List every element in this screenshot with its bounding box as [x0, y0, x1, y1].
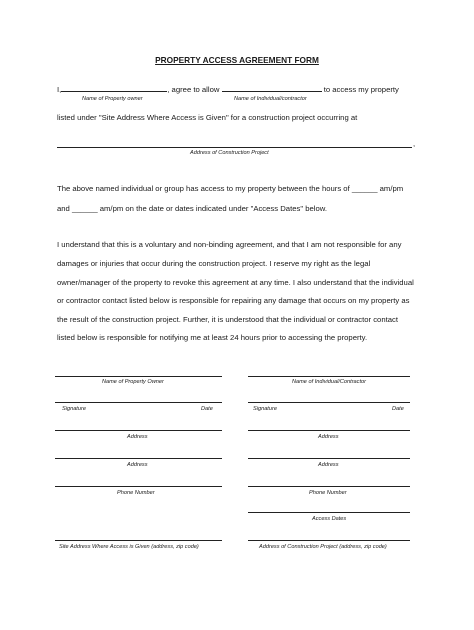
project-address-line[interactable] [248, 540, 410, 541]
caption-owner: Name of Property owner [82, 96, 143, 102]
body-line-5: the result of the construction project. Further, it is understood that the individual or contractor contact [57, 315, 398, 324]
body-line-6: listed below is responsible for notifying me at least 24 hours prior to accessing the property. [57, 333, 368, 342]
contractor-address-line-2[interactable] [248, 458, 410, 459]
caption-site-address: Site Address Where Access is Given (address, zip code) [59, 544, 199, 550]
caption-access-dates: Access Dates [312, 516, 347, 522]
caption-contractor-date: Date [392, 406, 404, 412]
caption-owner-address-1: Address [127, 434, 148, 440]
owner-signature-line[interactable] [55, 402, 222, 403]
owner-name-blank[interactable] [61, 85, 167, 92]
contractor-signature-line[interactable] [248, 402, 410, 403]
contractor-address-line-1[interactable] [248, 430, 410, 431]
contractor-phone-line[interactable] [248, 486, 410, 487]
address-comma: , [413, 139, 416, 148]
hours-line-2: and ______ am/pm on the date or dates indicated under "Access Dates" below. [57, 204, 327, 213]
body-line-4: or contractor contact listed below is responsible for repairing any damage that occurs on my property as [57, 296, 410, 305]
listed-under-line: listed under "Site Address Where Access is Given" for a construction project occurring at [57, 113, 358, 122]
caption-project-address: Address of Construction Project (address, zip code) [259, 544, 387, 550]
construction-address-blank[interactable] [57, 147, 412, 148]
owner-address-line-2[interactable] [55, 458, 222, 459]
caption-construction-address: Address of Construction Project [190, 150, 269, 156]
intro-to-access: to access my property [323, 85, 399, 94]
caption-owner-date: Date [201, 406, 213, 412]
caption-contractor-signature: Signature [253, 406, 277, 412]
body-line-2: damages or injuries that occur during the construction project. I reserve my right as the legal [57, 259, 371, 268]
owner-address-line-1[interactable] [55, 430, 222, 431]
intro-i: I, [57, 85, 62, 94]
body-line-1: I understand that this is a voluntary and non-binding agreement, and that I am not responsible for any [57, 240, 402, 249]
form-title: PROPERTY ACCESS AGREEMENT FORM [155, 55, 319, 65]
caption-individual: Name of Individual/contractor [234, 96, 307, 102]
site-address-line[interactable] [55, 540, 222, 541]
hours-line-1: The above named individual or group has access to my property between the hours of ______ am/pm [57, 184, 404, 193]
caption-owner-signature: Signature [62, 406, 86, 412]
owner-name-line[interactable] [55, 376, 222, 377]
individual-name-blank[interactable] [222, 85, 322, 92]
caption-contractor-address-1: Address [318, 434, 339, 440]
access-dates-line[interactable] [248, 512, 410, 513]
owner-phone-line[interactable] [55, 486, 222, 487]
caption-owner-address-2: Address [127, 462, 148, 468]
caption-contractor-name: Name of Individual/Contractor [292, 379, 366, 385]
body-line-3: owner/manager of the property to revoke this agreement at any time. I also understand that the individual [57, 278, 414, 287]
contractor-name-line[interactable] [248, 376, 410, 377]
intro-line [57, 85, 399, 94]
intro-agree: , agree to allow [167, 85, 220, 94]
caption-contractor-address-2: Address [318, 462, 339, 468]
caption-owner-phone: Phone Number [117, 490, 155, 496]
caption-contractor-phone: Phone Number [309, 490, 347, 496]
caption-owner-name: Name of Property Owner [102, 379, 164, 385]
